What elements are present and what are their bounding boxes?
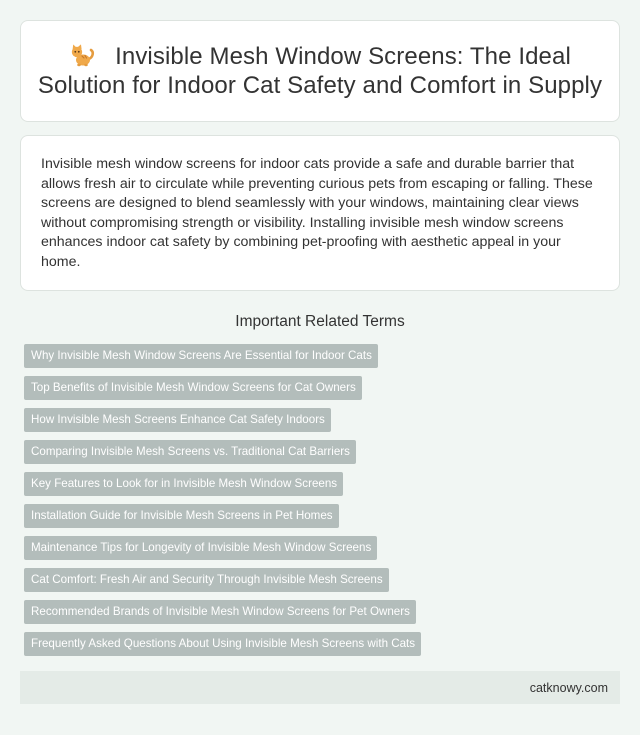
related-term-tag[interactable]: Why Invisible Mesh Window Screens Are Essential for Indoor Cats: [24, 344, 378, 368]
related-term-tag[interactable]: Recommended Brands of Invisible Mesh Window Screens for Pet Owners: [24, 600, 416, 624]
related-term-tag[interactable]: Cat Comfort: Fresh Air and Security Through Invisible Mesh Screens: [24, 568, 389, 592]
related-terms-list: [24, 344, 624, 664]
title-card: [20, 20, 620, 122]
related-term-tag[interactable]: Top Benefits of Invisible Mesh Window Screens for Cat Owners: [24, 376, 362, 400]
description-text: Invisible mesh window screens for indoor cats provide a safe and durable barrier that allows fresh air to circulate while preventing curious pets from escaping or falling. These screens are designed to blend seamlessly with your windows, maintaining clear views without compromising strength or visibility. Installing invisible mesh window screens enhances indoor cat safety by combining pet-proofing with aesthetic appeal in your home.: [41, 156, 593, 270]
description-card: [20, 135, 620, 291]
related-term-tag[interactable]: How Invisible Mesh Screens Enhance Cat Safety Indoors: [24, 408, 331, 432]
related-term-tag[interactable]: Maintenance Tips for Longevity of Invisible Mesh Window Screens: [24, 536, 377, 560]
footer-site-name: catknowy.com: [529, 680, 608, 695]
related-term-tag[interactable]: Installation Guide for Invisible Mesh Screens in Pet Homes: [24, 504, 339, 528]
footer: [20, 671, 620, 704]
related-term-tag[interactable]: Comparing Invisible Mesh Screens vs. Traditional Cat Barriers: [24, 440, 356, 464]
related-term-tag[interactable]: Frequently Asked Questions About Using Invisible Mesh Screens with Cats: [24, 632, 421, 656]
page-title-text: Invisible Mesh Window Screens: The Ideal Solution for Indoor Cat Safety and Comfort in Supply: [37, 43, 603, 99]
related-term-tag[interactable]: Key Features to Look for in Invisible Mesh Window Screens: [24, 472, 343, 496]
cat-icon: [69, 42, 95, 68]
page-title: [35, 42, 605, 100]
related-terms-heading: Important Related Terms: [235, 313, 405, 330]
